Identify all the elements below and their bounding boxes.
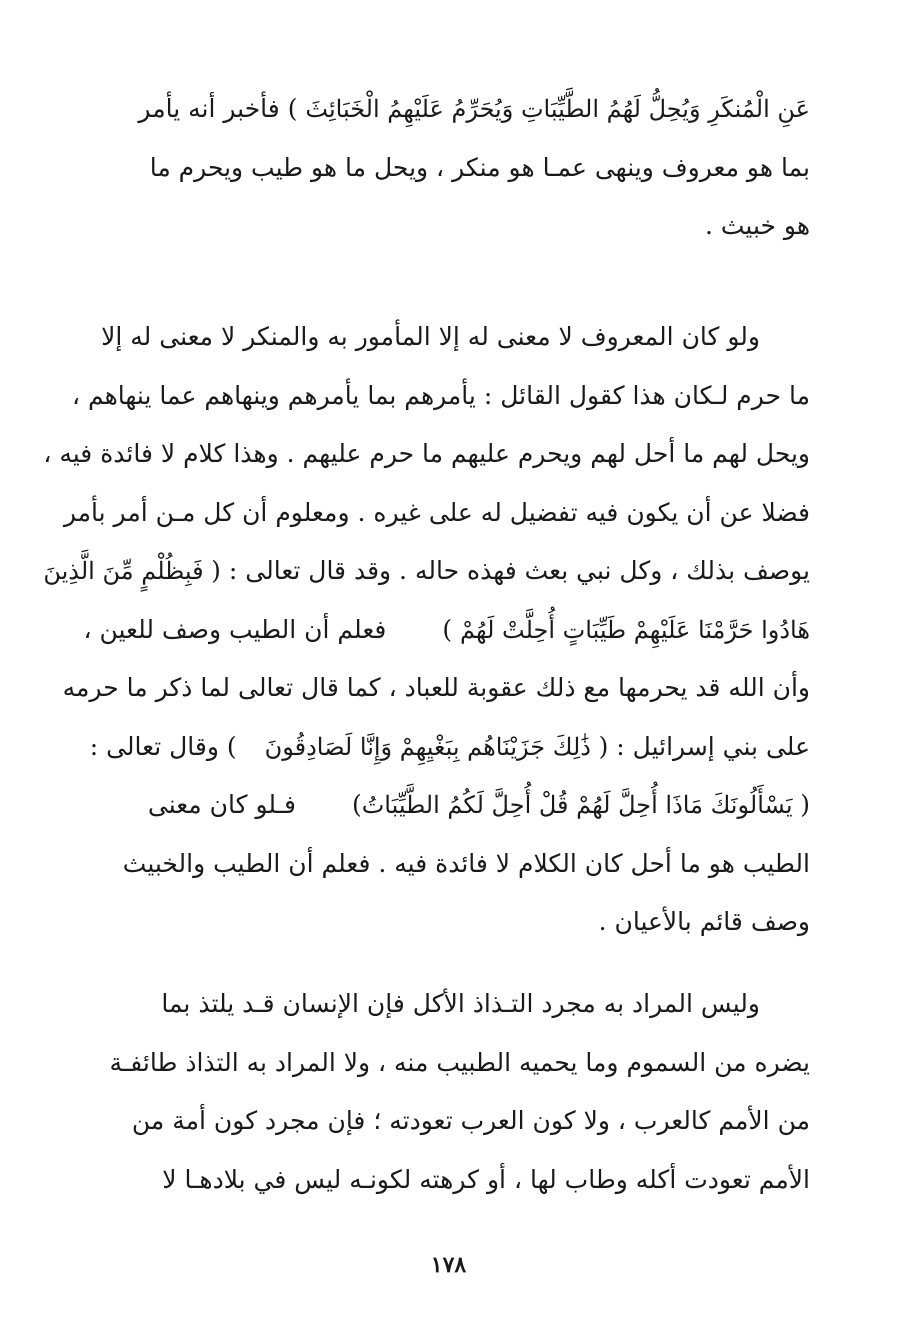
text-line xyxy=(80,308,810,367)
text-line: الأمم تعودت أكله وطاب لها ، أو كرهته لكونـه ليس في بلادهـا لا xyxy=(162,1164,810,1194)
text-line: وصف قائم بالأعيان . xyxy=(598,907,810,936)
line-text: فـلو كان معنى xyxy=(147,790,296,819)
line-text: ولو كان المعروف لا معنى له إلا المأمور به والمنكر لا معنى له إلا xyxy=(101,322,760,351)
line-text: ) فأخبر أنه يأمر xyxy=(138,94,306,123)
paragraph-1 xyxy=(80,80,810,256)
line-text: ) وقال تعالى : xyxy=(89,731,237,761)
text-line: يضره من السموم وما يحميه الطبيب منه ، ولا المراد به التذاذ طائفـة xyxy=(109,1047,810,1077)
text-line: الطيب هو ما أحل كان الكلام لا فائدة فيه . فعلم أن الطيب والخبيث xyxy=(122,848,810,878)
text-line xyxy=(80,601,810,660)
text-line: ويحل لهم ما أحل لهم ويحرم عليهم ما حرم عليهم . وهذا كلام لا فائدة فيه ، xyxy=(43,439,810,468)
text-line: فضلا عن أن يكون فيه تفضيل له على غيره . ومعلوم أن كل مـن أمر بأمر xyxy=(63,497,810,527)
text-line xyxy=(43,542,810,601)
text-line: ما حرم لـكان هذا كقول القائل : يأمرهم بما يأمرهم وينهاهم عما ينهاهم ، xyxy=(71,380,810,410)
paragraph-2 xyxy=(43,308,810,952)
text-line: من الأمم كالعرب ، ولا كون العرب تعودته ؛ فإن مجرد كون أمة من xyxy=(131,1106,810,1135)
text-line: هو خبيث . xyxy=(704,211,810,240)
text-line xyxy=(80,975,810,1034)
line-text: فعلم أن الطيب وصف للعين ، xyxy=(83,614,387,644)
quran-verse: يَسْأَلُونَكَ مَاذَا أُحِلَّ لَهُمْ قُلْ أُحِلَّ لَكُمُ الطَّيِّبَاتُ xyxy=(361,791,801,819)
text-line xyxy=(80,776,810,835)
text-line: وأن الله قد يحرمها مع ذلك عقوبة للعباد ، كما قال تعالى لما ذكر ما حرمه xyxy=(62,673,810,702)
line-text: وليس المراد به مجرد التـذاذ الأكل فإن الإنسان قـد يلتذ بما xyxy=(161,989,760,1018)
text-line: بما هو معروف وينهى عمـا هو منكر ، ويحل ما هو طيب ويحرم ما xyxy=(149,152,810,182)
quran-verse: فَبِظُلْمٍ مِّنَ الَّذِينَ xyxy=(43,557,212,585)
page-number: ١٧٨ xyxy=(430,1252,467,1278)
line-text: ) xyxy=(442,614,461,644)
quran-verse: ذَٰلِكَ جَزَيْنَاهُم بِبَغْيِهِمْ وَإِنَّا لَصَادِقُونَ xyxy=(264,732,599,761)
text-line xyxy=(80,80,810,139)
quran-verse: عَنِ الْمُنكَرِ وَيُحِلُّ لَهُمُ الطَّيِّبَاتِ وَيُحَرِّمُ عَلَيْهِمُ الْخَبَائِثَ xyxy=(305,95,810,123)
line-text: ) xyxy=(351,790,362,819)
text-line xyxy=(80,718,810,777)
quran-verse: هَادُوا حَرَّمْنَا عَلَيْهِمْ طَيِّبَاتٍ أُحِلَّتْ لَهُمْ xyxy=(460,615,810,644)
line-text: على بني إسرائيل : ( xyxy=(598,731,810,761)
line-text: ( xyxy=(800,790,810,819)
paragraph-3 xyxy=(80,975,810,1209)
line-text: يوصف بذلك ، وكل نبي بعث فهذه حاله . وقد قال تعالى : ( xyxy=(211,556,810,585)
